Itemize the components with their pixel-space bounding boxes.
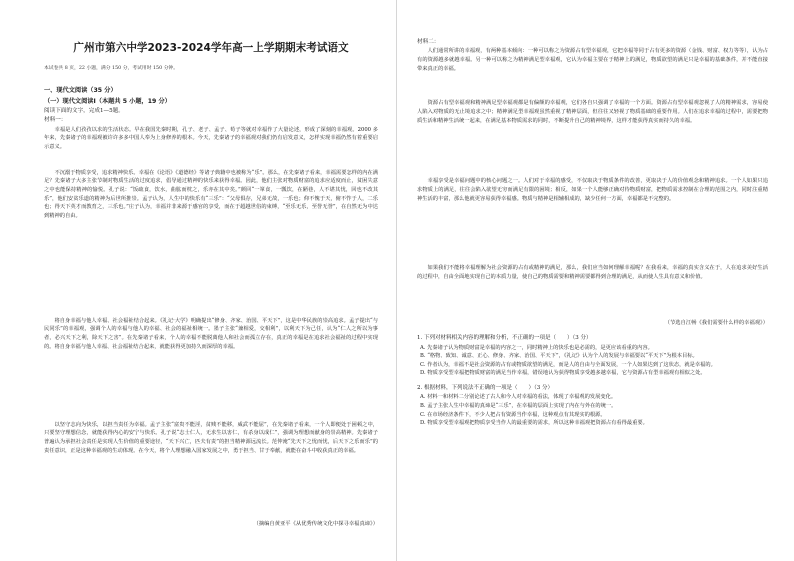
material2-paragraph-1: 人们通常所讲的幸福观，有两种基本倾向：一种可以称之为资源占有型幸福观，它把幸福等同于占有更多的资源（金钱、财富、权力等等），认为占有的资源越多就越幸福。另一种可以称之为精神满足型幸福观，它认为幸福主要在于精神上的满足，物质欲望的满足只是幸福的基础条件，并不能直接带来真正的幸福。 (417, 48, 768, 72)
question-2-option-b: B. 孟子主张人生中幸福的真谛是“三乐”，在幸福的层面上实现了内在与外在的统一。 (420, 403, 617, 410)
question-1 (417, 334, 768, 378)
question-2-stem: 2. 根据材料，下列说法不正确的一项是（ ）（3 分） (417, 385, 553, 392)
material2-paragraph-4: 如果我们不能将幸福理解为社会资源的占有或精神的满足，那么，我们应当如何理解幸福呢？在我看来，幸福的真实含义在于，人在追求美好生活的过程中，自由全面地实现自己的本质力量，使自己的物质需要和精神需要都得到合理的满足，从而使人生具有意义和价值。 (417, 265, 768, 280)
exam-info: 本试卷共 8 页，22 小题，满分 150 分，考试用时 150 分钟。 (44, 66, 179, 71)
question-2-option-d: D. 物质享受型幸福观把物质享受当作人的最重要的需求，所以这种幸福观把资源占有看得最重要。 (420, 420, 648, 427)
material2-paragraph-2: 资源占有型幸福观和精神满足型幸福观都是有偏颇的幸福观，它们各自只强调了幸福的一个方面。资源占有型幸福观忽视了人的精神需求，容易使人陷入对物质的无止境追求之中；精神满足型幸福观虽然重视了精神层面，但往往又轻视了物质基础的重要作用。人们在追求幸福的过程中，需要把物质生活和精神生活统一起来，在满足基本物质需求的同时，不断提升自己的精神境界，这样才能获得真实而持久的幸福。 (417, 100, 768, 124)
material2-paragraph-3: 幸福享受是幸福问题中的核心问题之一。人们对于幸福的感受，不仅取决于物质条件的改善，更取决于人的价值观念和精神追求。一个人如果只追求物质上的满足，往往会陷入欲望无穷而满足有限的困境；相反，如果一个人能够正确对待物质财富，把物质需求控制在合理的范围之内，同时注重精神生活的丰富，那么他就更容易获得幸福感。物质与精神是相辅相成的，缺少任何一方面，幸福都是不完整的。 (417, 178, 768, 202)
material2-label: 材料二： (417, 39, 440, 45)
exam-title: 广州市第六中学2023-2024学年高一上学期期末考试语文 (73, 42, 349, 54)
section-heading: 一、现代文阅读（35 分） (44, 87, 117, 94)
question-2 (417, 384, 768, 428)
right-column (397, 0, 794, 561)
question-1-option-b: B. “格物、致知、诚意、正心、修身、齐家、治国、平天下”，《礼记》认为个人的发展与幸福要以“平天下”为根本目标。 (420, 353, 698, 360)
material1-paragraph-1: 幸福是人们孜孜以求的生活状态。早在我国先秦时期，孔子、老子、孟子、荀子等就对幸福作了大量论述，形成了深刻的幸福观。2000 多年来，先秦诸子的幸福观被许许多多中国人奉为上身修养的根本。今天，先秦诸子的幸福观对我们仍有启发意义，怎样实现幸福仍然有着重要启示意义。 (44, 126, 378, 150)
material1-source: （摘编自黄亚平《从优秀传统文化中探寻幸福真谛》） (253, 520, 378, 527)
question-1-option-a: A. 先秦诸子认为物质财富是幸福的内容之一，同时精神上的快乐也是必需的，是更应该看重的内容。 (420, 344, 653, 351)
material1-paragraph-3: 将自身幸福与他人幸福、社会福祉结合起来。《礼记·大学》明确提出“修身、齐家、治国、平天下”，这是中华民族的崇高追求。孟子提出“与民同乐”的幸福观，强调个人的幸福与他人的幸福、社会的福祉相统一。墨子主张“兼相爱，交相利”，以利天下为己任，认为“仁人之所以为事者，必兴天下之利，除天下之害”。在先秦诸子看来，个人的幸福不能脱离他人和社会而孤立存在，真正的幸福是在追求社会福祉的过程中实现的。将自身幸福与他人幸福、社会福祉结合起来，就能获得更加持久而深厚的幸福。 (44, 317, 378, 350)
question-2-option-a: A. 材料一和材料二分别论述了古人和今人对幸福的看法，体现了幸福观的发展变化。 (420, 394, 617, 401)
material1-paragraph-4: 以坚守志向为快乐，以担当责任为幸福。孟子主张“富贵不能淫，贫贱不能移，威武不能屈”，在先秦诸子看来，一个人即便处于困顿之中，只要坚守理想信念，就能获得内心的安宁与快乐。孔子说“志士仁人，无求生以害仁，有杀身以成仁”，强调为理想而献身的崇高精神。先秦诸子普遍认为承担社会责任是实现人生价值的重要途径，“天下兴亡，匹夫有责”的担当精神源远流长。范仲淹“先天下之忧而忧，后天下之乐而乐”的责任意识，正是这种幸福观的生动体现。在今天，将个人理想融入国家发展之中，勇于担当、甘于奉献，就能在奋斗中收获真正的幸福。 (44, 421, 378, 454)
question-1-option-c: C. 作者认为，幸福不是社会资源的占有或物质欲望的满足，而是人的自由与全面发展，一个人如果达到了这状态，就是幸福的。 (420, 361, 716, 368)
material1-paragraph-2: 不沉溺于物质享受，追求精神快乐。幸福在《论语》《道德经》等诸子典籍中也被称为“乐”。那么，在先秦诸子看来，幸福需要怎样的内在满足？先秦诸子大多主张节制对物质生活的过度追求，倡导通过精神的快乐来获得幸福。因此，他们主张对物质财富的追求应适度而止，贫困失意之中也能保持精神的愉悦。孔子说：“饭疏食，饮水，曲肱而枕之，乐亦在其中矣。”颜回“一箪食，一瓢饮，在陋巷，人不堪其忧，回也不改其乐”，他们安贫乐道的精神为后世所推崇。孟子认为，人生中的快乐有“三乐”：“父母俱存，兄弟无故，一乐也；仰不愧于天，俯不怍于人，二乐也；得天下英才而教育之，三乐也。”庄子认为，幸福并非来源于感官的享受，而在于超越世俗的束缚，“至乐无乐，至誉无誉”，在自然无为中达到精神的自由。 (44, 169, 378, 220)
reading-instruction: 阅读下面的文字，完成1—5题。 (44, 108, 124, 114)
question-2-option-c: C. 在市场经济条件下，不少人把占有资源当作幸福，这种观点有其现实的根源。 (420, 411, 606, 418)
question-1-option-d: D. 物质享受型幸福把物质财富的满足当作幸福，错误地认为获得物质享受越多越幸福，它与资源占有型幸福观有相似之处。 (420, 370, 706, 377)
material1-label: 材料一： (44, 117, 67, 124)
question-1-stem: 1. 下列对材料相关内容的理解和分析，不正确的一项是（ ）（3 分） (417, 335, 592, 342)
subsection-heading: （一）现代文阅读Ⅰ（本题共 5 小题，19 分） (44, 98, 171, 105)
material2-source: （节选自江畅《我们需要什么样的幸福观》） (664, 320, 768, 327)
